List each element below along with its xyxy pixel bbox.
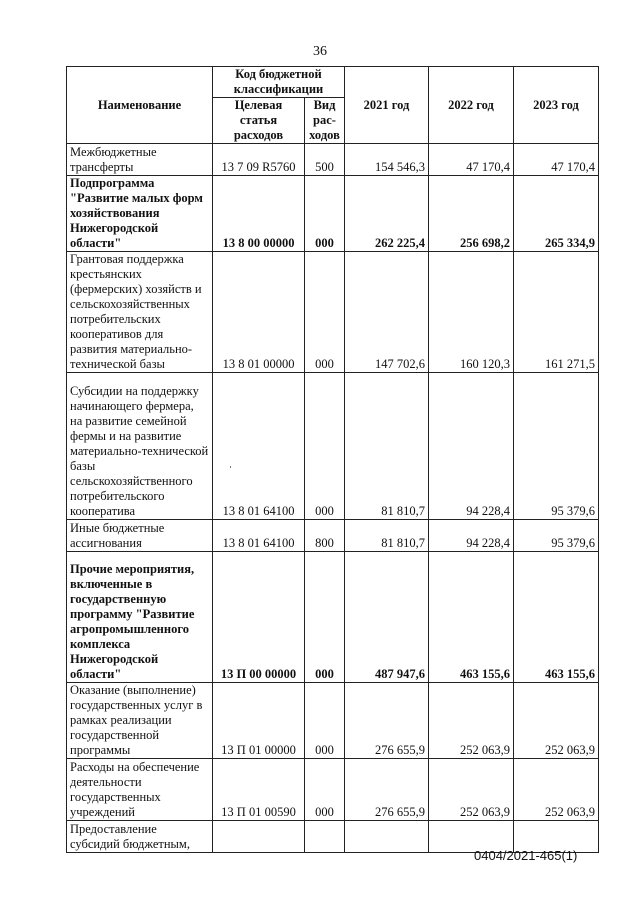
row-value-2023: 47 170,4 xyxy=(514,144,599,176)
row-name: Субсидии на поддержку начинающего фермера, на развитие семейной фермы и на развитие материально-технической базы сельскохозяйственного потребительского кооператива xyxy=(67,373,213,520)
row-value-2021: 81 810,7 xyxy=(345,520,429,552)
row-value-2023: 463 155,6 xyxy=(514,552,599,683)
row-value-2021: 262 225,4 xyxy=(345,176,429,252)
table-row xyxy=(67,252,599,373)
row-expense-type: 000 xyxy=(305,683,345,759)
row-expense-type: 800 xyxy=(305,520,345,552)
row-value-2023: 161 271,5 xyxy=(514,252,599,373)
row-target-article xyxy=(213,821,305,853)
header-expense-type xyxy=(305,98,345,144)
budget-table xyxy=(66,66,599,853)
row-expense-type: 000 xyxy=(305,759,345,821)
row-value-2023: 265 334,9 xyxy=(514,176,599,252)
header-year-2022: 2022 год xyxy=(429,67,514,144)
row-name: Иные бюджетные ассигнования xyxy=(67,520,213,552)
row-name: Прочие мероприятия, включенные в государственную программу "Развитие агропромышленного комплекса Нижегородской области" xyxy=(67,552,213,683)
row-value-2021: 147 702,6 xyxy=(345,252,429,373)
row-expense-type: 000 xyxy=(305,252,345,373)
table-row xyxy=(67,759,599,821)
row-target-article: 13 7 09 R5760 xyxy=(213,144,305,176)
row-value-2021: 487 947,6 xyxy=(345,552,429,683)
row-target-article: 13 П 00 00000 xyxy=(213,552,305,683)
header-year-2023: 2023 год xyxy=(514,67,599,144)
row-value-2022: 94 228,4 xyxy=(429,373,514,520)
row-target-article: 13 8 01 64100 xyxy=(213,520,305,552)
row-value-2023: 95 379,6 xyxy=(514,520,599,552)
row-expense-type: 000 xyxy=(305,552,345,683)
header-target-article: Целевая статья расходов xyxy=(213,98,305,144)
row-value-2022: 160 120,3 xyxy=(429,252,514,373)
row-target-article: 13 8 01 00000 xyxy=(213,252,305,373)
row-name: Грантовая поддержка крестьянских (фермерских) хозяйств и сельскохозяйственных потребительских кооперативов для развития материально-технической базы xyxy=(67,252,213,373)
table-body xyxy=(67,144,599,853)
row-expense-type: 000 xyxy=(305,373,345,520)
document-id: 0404/2021-465(1) xyxy=(474,848,578,863)
header-year-2021: 2021 год xyxy=(345,67,429,144)
scan-mark xyxy=(230,466,231,468)
row-name: Расходы на обеспечение деятельности государственных учреждений xyxy=(67,759,213,821)
row-value-2023: 252 063,9 xyxy=(514,683,599,759)
row-expense-type xyxy=(305,821,345,853)
row-target-article: 13 П 01 00590 xyxy=(213,759,305,821)
row-value-2022: 463 155,6 xyxy=(429,552,514,683)
row-value-2023: 95 379,6 xyxy=(514,373,599,520)
row-value-2021: 276 655,9 xyxy=(345,683,429,759)
header-name: Наименование xyxy=(67,67,213,144)
row-value-2021: 81 810,7 xyxy=(345,373,429,520)
row-name: Подпрограмма "Развитие малых форм хозяйствования Нижегородской области" xyxy=(67,176,213,252)
table-row xyxy=(67,552,599,683)
row-target-article: 13 П 01 00000 xyxy=(213,683,305,759)
row-name: Оказание (выполнение) государственных услуг в рамках реализации государственной программы xyxy=(67,683,213,759)
row-value-2022: 252 063,9 xyxy=(429,683,514,759)
row-target-article: 13 8 01 64100 xyxy=(213,373,305,520)
header-expense-type-text: Вид рас-ходов xyxy=(309,98,340,142)
table-row xyxy=(67,683,599,759)
row-value-2022: 256 698,2 xyxy=(429,176,514,252)
row-value-2021: 276 655,9 xyxy=(345,759,429,821)
row-expense-type: 000 xyxy=(305,176,345,252)
header-budget-code: Код бюджетной классификации xyxy=(213,67,345,98)
table-row xyxy=(67,520,599,552)
page-number: 36 xyxy=(313,44,327,59)
table-row xyxy=(67,144,599,176)
row-name: Предоставление субсидий бюджетным, xyxy=(67,821,213,853)
row-value-2022: 252 063,9 xyxy=(429,759,514,821)
table-row xyxy=(67,373,599,520)
row-name: Межбюджетные трансферты xyxy=(67,144,213,176)
row-value-2023: 252 063,9 xyxy=(514,759,599,821)
row-value-2021: 154 546,3 xyxy=(345,144,429,176)
row-value-2021 xyxy=(345,821,429,853)
table-row xyxy=(67,176,599,252)
row-value-2022: 47 170,4 xyxy=(429,144,514,176)
row-value-2022: 94 228,4 xyxy=(429,520,514,552)
row-target-article: 13 8 00 00000 xyxy=(213,176,305,252)
row-expense-type: 500 xyxy=(305,144,345,176)
